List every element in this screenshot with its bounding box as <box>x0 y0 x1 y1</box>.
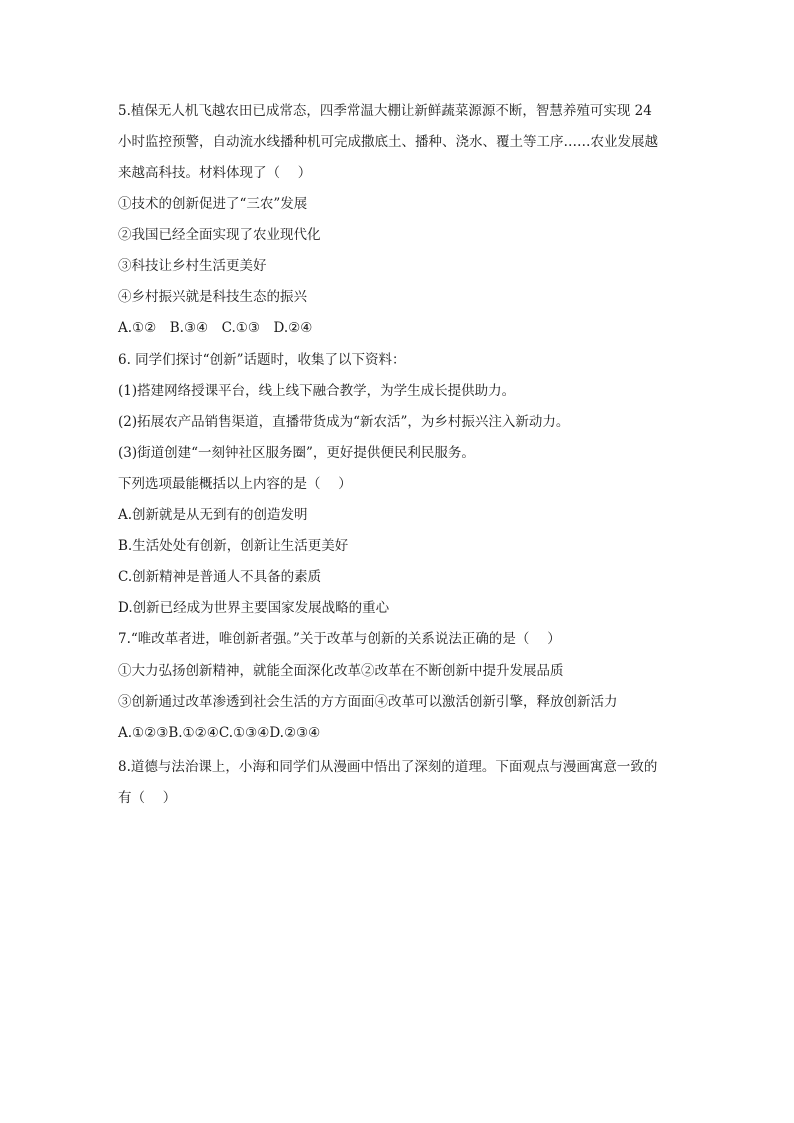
q7-items-line-2: ③创新通过改革渗透到社会生活的方方面面④改革可以激活创新引擎，释放创新活力 <box>118 694 618 710</box>
q7-stem: 7.“唯改革者进，唯创新者强。”关于改革与创新的关系说法正确的是（ ） <box>118 631 561 647</box>
q5-item-4: ④乡村振兴就是科技生态的振兴 <box>118 289 307 305</box>
q6-option-c: C.创新精神是普通人不具备的素质 <box>118 569 322 585</box>
q6-option-d: D.创新已经成为世界主要国家发展战略的重心 <box>118 600 390 616</box>
q5-options: A.①② B.③④ C.①③ D.②④ <box>118 320 313 336</box>
q5-stem-line-1: 5.植保无人机飞越农田已成常态，四季常温大棚让新鲜蔬菜源源不断，智慧养殖可实现 24 <box>118 103 652 119</box>
q5-stem-line-3: 来越高科技。材料体现了（ ） <box>118 165 312 181</box>
q5-item-3: ③科技让乡村生活更美好 <box>118 258 267 274</box>
q6-material-2: (2)拓展农产品销售渠道，直播带货成为“新农活”，为乡村振兴注入新动力。 <box>118 414 570 430</box>
q8-stem-line-1: 8.道德与法治课上，小海和同学们从漫画中悟出了深刻的道理。下面观点与漫画寓意一致的 <box>118 759 658 775</box>
q5-item-1: ①技术的创新促进了“三农”发展 <box>118 196 308 212</box>
q7-options: A.①②③B.①②④C.①③④D.②③④ <box>118 725 321 741</box>
q5-item-2: ②我国已经全面实现了农业现代化 <box>118 227 321 243</box>
q5-stem-line-2: 小时监控预警，自动流水线播种机可完成撒底土、播种、浇水、覆土等工序……农业发展越 <box>118 134 658 150</box>
q8-stem-line-2: 有（ ） <box>118 790 177 806</box>
q7-items-line-1: ①大力弘扬创新精神，就能全面深化改革②改革在不断创新中提升发展品质 <box>118 663 564 679</box>
q6-stem: 6. 同学们探讨“创新”话题时，收集了以下资料： <box>118 352 406 368</box>
q6-option-a: A.创新就是从无到有的创造发明 <box>118 507 308 523</box>
q6-material-3: (3)街道创建“一刻钟社区服务圈”，更好提供便民利民服务。 <box>118 445 475 461</box>
q6-question: 下列选项最能概括以上内容的是（ ） <box>118 476 352 492</box>
q6-material-1: (1)搭建网络授课平台，线上线下融合教学，为学生成长提供助力。 <box>118 383 516 399</box>
q6-option-b: B.生活处处有创新，创新让生活更美好 <box>118 538 349 554</box>
